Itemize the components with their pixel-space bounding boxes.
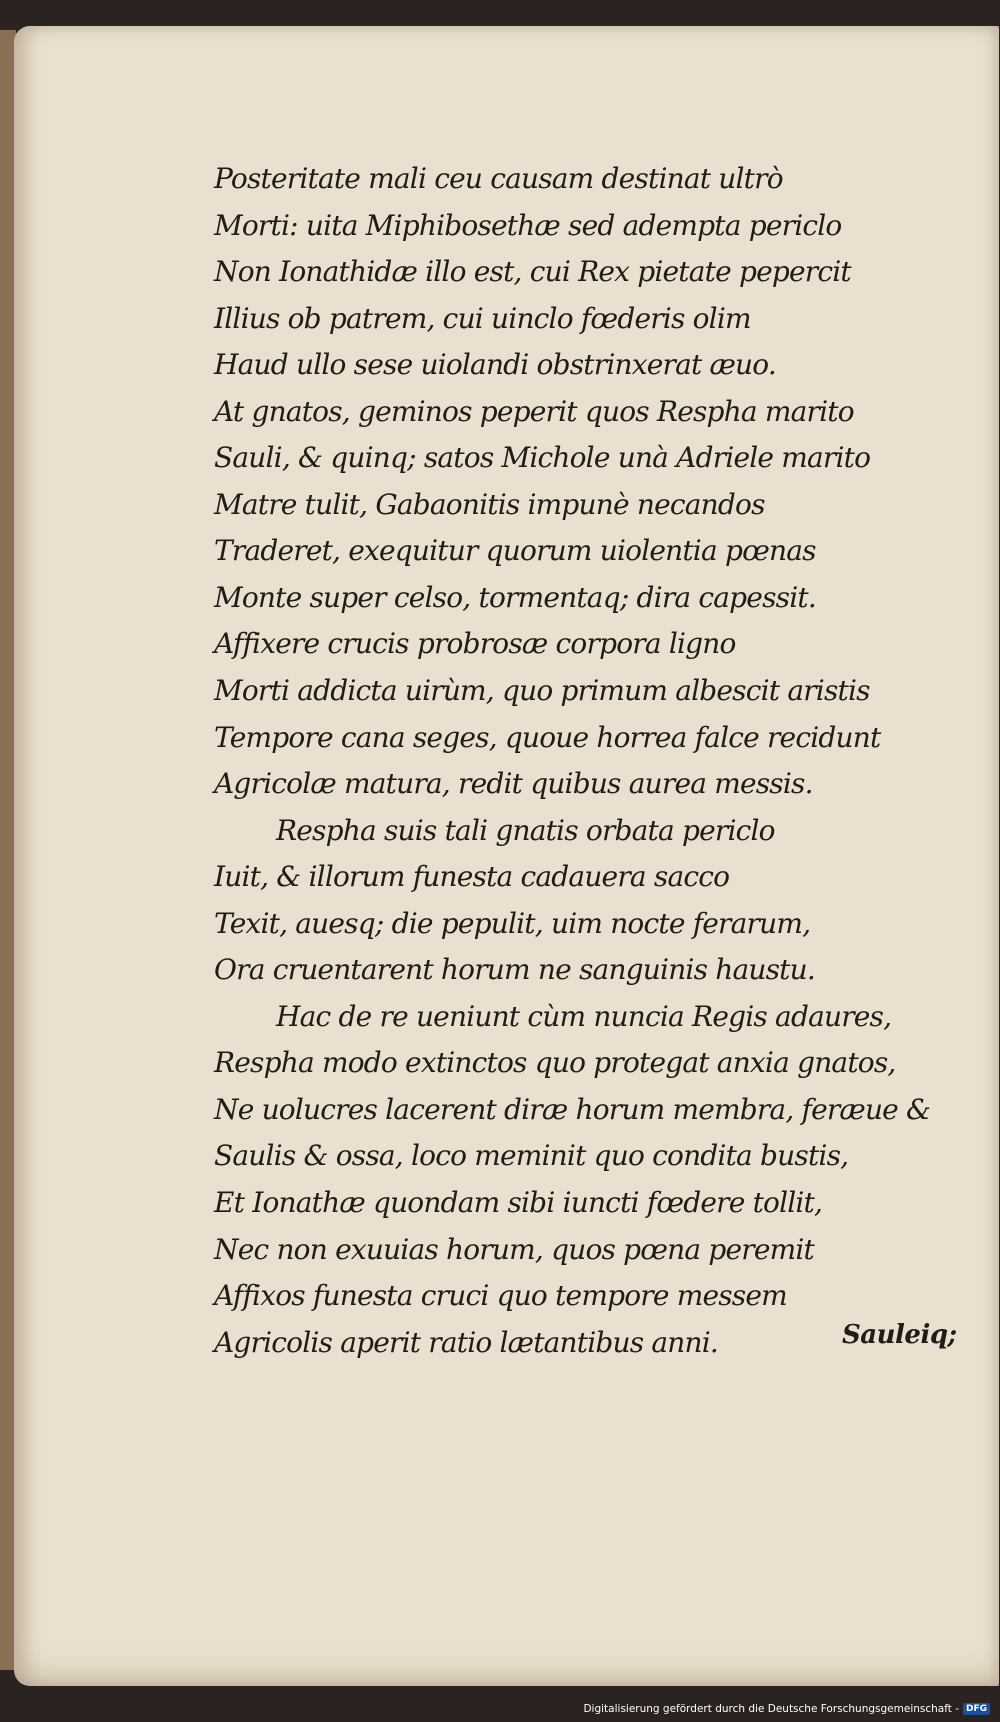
verse-line-6: At gnatos, geminos peperit quos Respha marito bbox=[214, 394, 854, 428]
verse-line-8: Matre tulit, Gabaonitis impunè necandos bbox=[214, 487, 765, 521]
verse-line-11: Affixere crucis probrosæ corpora ligno bbox=[214, 627, 736, 661]
verse-line-10: Monte super celso, tormentaq; dira capessit. bbox=[214, 580, 816, 614]
verse-line-26: Agricolis aperit ratio lætantibus anni. bbox=[214, 1325, 719, 1359]
verse-line-15: Respha suis tali gnatis orbata periclo bbox=[276, 813, 775, 847]
verse-text bbox=[214, 156, 930, 1366]
verse-line-4: Illius ob patrem, cui uinclo fœderis olim bbox=[214, 301, 751, 335]
verse-line-24: Nec non exuuias horum, quos pœna peremit bbox=[214, 1232, 815, 1266]
verse-line-16: Iuit, & illorum funesta cadauera sacco bbox=[214, 860, 730, 894]
verse-line-2: Morti: uita Miphibosethæ sed adempta periclo bbox=[214, 208, 842, 242]
verse-line-25: Affixos funesta cruci quo tempore messem bbox=[214, 1279, 787, 1313]
verse-line-19: Hac de re ueniunt cùm nuncia Regis adaures, bbox=[276, 999, 892, 1033]
verse-line-17: Texit, auesq; die pepulit, uim nocte ferarum, bbox=[214, 906, 811, 940]
verse-line-14: Agricolæ matura, redit quibus aurea messis. bbox=[214, 767, 813, 801]
verse-line-20: Respha modo extinctos quo protegat anxia gnatos, bbox=[214, 1046, 896, 1080]
verse-line-23: Et Ionathæ quondam sibi iuncti fœdere tollit, bbox=[214, 1186, 823, 1220]
verse-line-5: Haud ullo sese uiolandi obstrinxerat æuo. bbox=[214, 348, 776, 382]
book-page bbox=[14, 26, 999, 1686]
footer-credit-text: Digitalisierung gefördert durch die Deutsche Forschungsgemeinschaft - bbox=[583, 1703, 959, 1715]
verse-line-21: Ne uolucres lacerent diræ horum membra, feræue & bbox=[214, 1092, 931, 1126]
verse-line-3: Non Ionathidæ illo est, cui Rex pietate pepercit bbox=[214, 255, 851, 289]
digitization-footer bbox=[583, 1700, 990, 1718]
verse-line-7: Sauli, & quinq; satos Michole unà Adriele marito bbox=[214, 441, 871, 475]
verse-line-9: Traderet, exequitur quorum uiolentia pœnas bbox=[214, 534, 816, 568]
verse-line-22: Saulis & ossa, loco meminit quo condita bustis, bbox=[214, 1139, 849, 1173]
verse-line-1: Posteritate mali ceu causam destinat ultrò bbox=[214, 162, 783, 195]
verse-line-13: Tempore cana seges, quoue horrea falce recidunt bbox=[214, 720, 881, 754]
catchword: Sauleiq; bbox=[842, 1320, 957, 1350]
verse-line-12: Morti addicta uirùm, quo primum albescit aristis bbox=[214, 674, 870, 708]
dfg-logo-icon: DFG bbox=[963, 1703, 990, 1715]
verse-line-18: Ora cruentarent horum ne sanguinis haustu. bbox=[214, 953, 815, 987]
